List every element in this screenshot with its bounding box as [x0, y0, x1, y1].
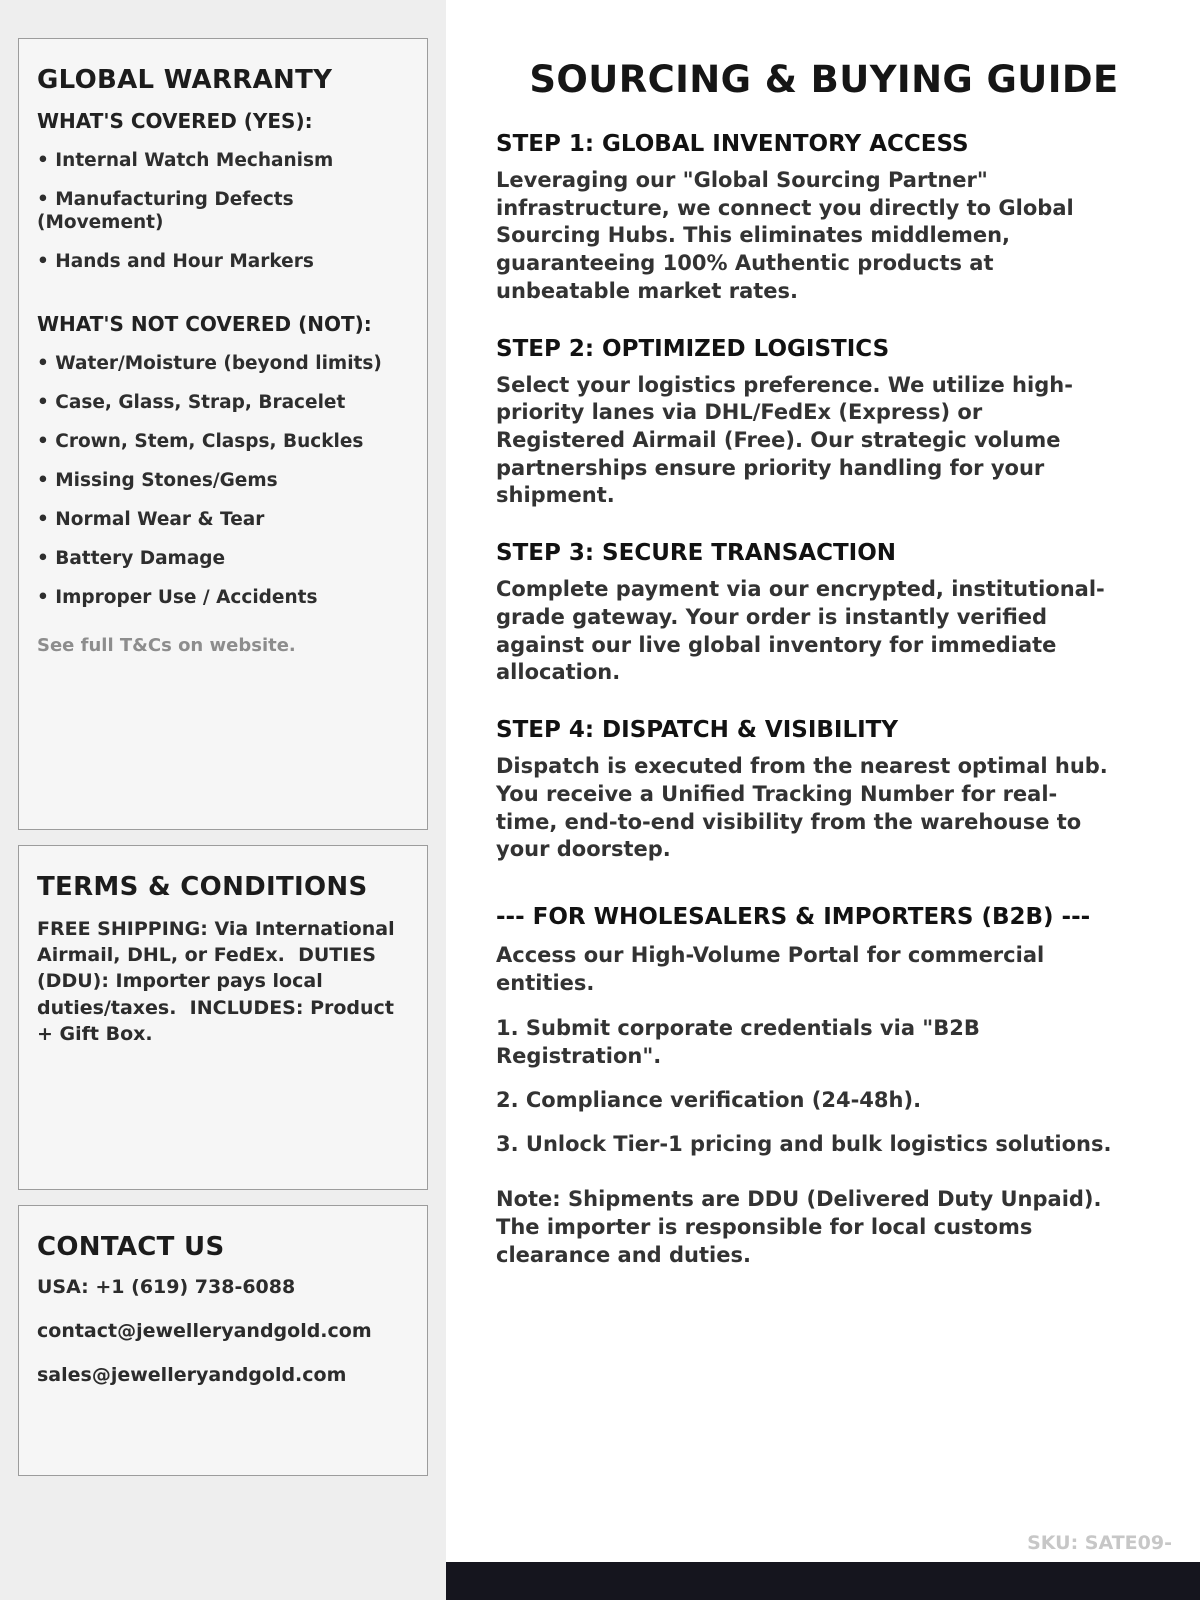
b2b-item: 1. Submit corporate credentials via "B2B Registration". [496, 1016, 980, 1069]
contact-title: CONTACT US [37, 1232, 225, 1262]
main-content [446, 0, 1200, 1600]
warranty-footnote: See full T&Cs on website. [37, 635, 296, 657]
step-3-body: Complete payment via our encrypted, institutional-grade gateway. Your order is instantly verified against our live global inventory for immediate allocation. [496, 577, 1105, 685]
contact-sales-email: sales@jewelleryandgold.com [37, 1364, 347, 1386]
b2b-item: 2. Compliance verification (24-48h). [496, 1087, 922, 1112]
warranty-covered-item: • Hands and Hour Markers [37, 250, 409, 273]
contact-phone: USA: +1 (619) 738-6088 [37, 1276, 296, 1298]
terms-body: FREE SHIPPING: Via International Airmail, DHL, or FedEx. DUTIES (DDU): Importer pays local duties/taxes. INCLUDES: Product + Gift Box. [37, 918, 402, 1045]
step-2-heading: STEP 2: OPTIMIZED LOGISTICS [496, 335, 890, 362]
warranty-not-covered-item: • Case, Glass, Strap, Bracelet [37, 391, 409, 414]
warranty-title: GLOBAL WARRANTY [37, 65, 333, 95]
b2b-item: 3. Unlock Tier-1 pricing and bulk logistics solutions. [496, 1131, 1112, 1156]
step-section [496, 336, 1112, 511]
warranty-covered-item: • Internal Watch Mechanism [37, 149, 409, 172]
step-1-body: Leveraging our "Global Sourcing Partner" infrastructure, we connect you directly to Global Sourcing Hubs. This eliminates middlemen, guaranteeing 100% Authentic products at unbeatable market rates. [496, 168, 1074, 303]
sku-label: SKU: SATE09- [1027, 1532, 1172, 1554]
footer-bar [446, 1562, 1200, 1600]
warranty-not-covered-item: • Battery Damage [37, 547, 409, 570]
step-2-body: Select your logistics preference. We utilize high-priority lanes via DHL/FedEx (Express) or Registered Airmail (Free). Our strategic volume partnerships ensure priority handling for your shipment. [496, 372, 1073, 508]
terms-box [18, 845, 428, 1190]
contact-box [18, 1205, 428, 1476]
b2b-section [496, 904, 1112, 1269]
warranty-not-covered-item: • Crown, Stem, Clasps, Buckles [37, 430, 409, 453]
step-section [496, 717, 1112, 864]
warranty-not-covered-item: • Water/Moisture (beyond limits) [37, 352, 409, 375]
terms-title: TERMS & CONDITIONS [37, 872, 368, 902]
warranty-not-covered-item: • Improper Use / Accidents [37, 586, 409, 609]
sidebar [0, 0, 446, 1600]
warranty-not-covered-heading: WHAT'S NOT COVERED (NOT): [37, 311, 372, 336]
b2b-heading: --- FOR WHOLESALERS & IMPORTERS (B2B) --- [496, 903, 1091, 930]
page-title: SOURCING & BUYING GUIDE [529, 58, 1119, 101]
warranty-covered-item: • Manufacturing Defects (Movement) [37, 188, 409, 234]
warranty-not-covered-item: • Missing Stones/Gems [37, 469, 409, 492]
b2b-intro: Access our High-Volume Portal for commercial entities. [496, 942, 1045, 995]
warranty-covered-heading: WHAT'S COVERED (YES): [37, 109, 313, 133]
warranty-box [18, 38, 428, 830]
step-4-body: Dispatch is executed from the nearest optimal hub. You receive a Unified Tracking Number for real-time, end-to-end visibility from the warehouse to your doorstep. [496, 754, 1108, 862]
warranty-not-covered-item: • Normal Wear & Tear [37, 508, 409, 531]
step-section [496, 131, 1112, 306]
step-section [496, 540, 1112, 687]
b2b-note: Note: Shipments are DDU (Delivered Duty Unpaid). The importer is responsible for local customs clearance and duties. [496, 1187, 1102, 1267]
step-1-heading: STEP 1: GLOBAL INVENTORY ACCESS [496, 131, 969, 157]
step-4-heading: STEP 4: DISPATCH & VISIBILITY [496, 717, 899, 744]
step-3-heading: STEP 3: SECURE TRANSACTION [496, 540, 897, 567]
contact-email: contact@jewelleryandgold.com [37, 1320, 372, 1342]
